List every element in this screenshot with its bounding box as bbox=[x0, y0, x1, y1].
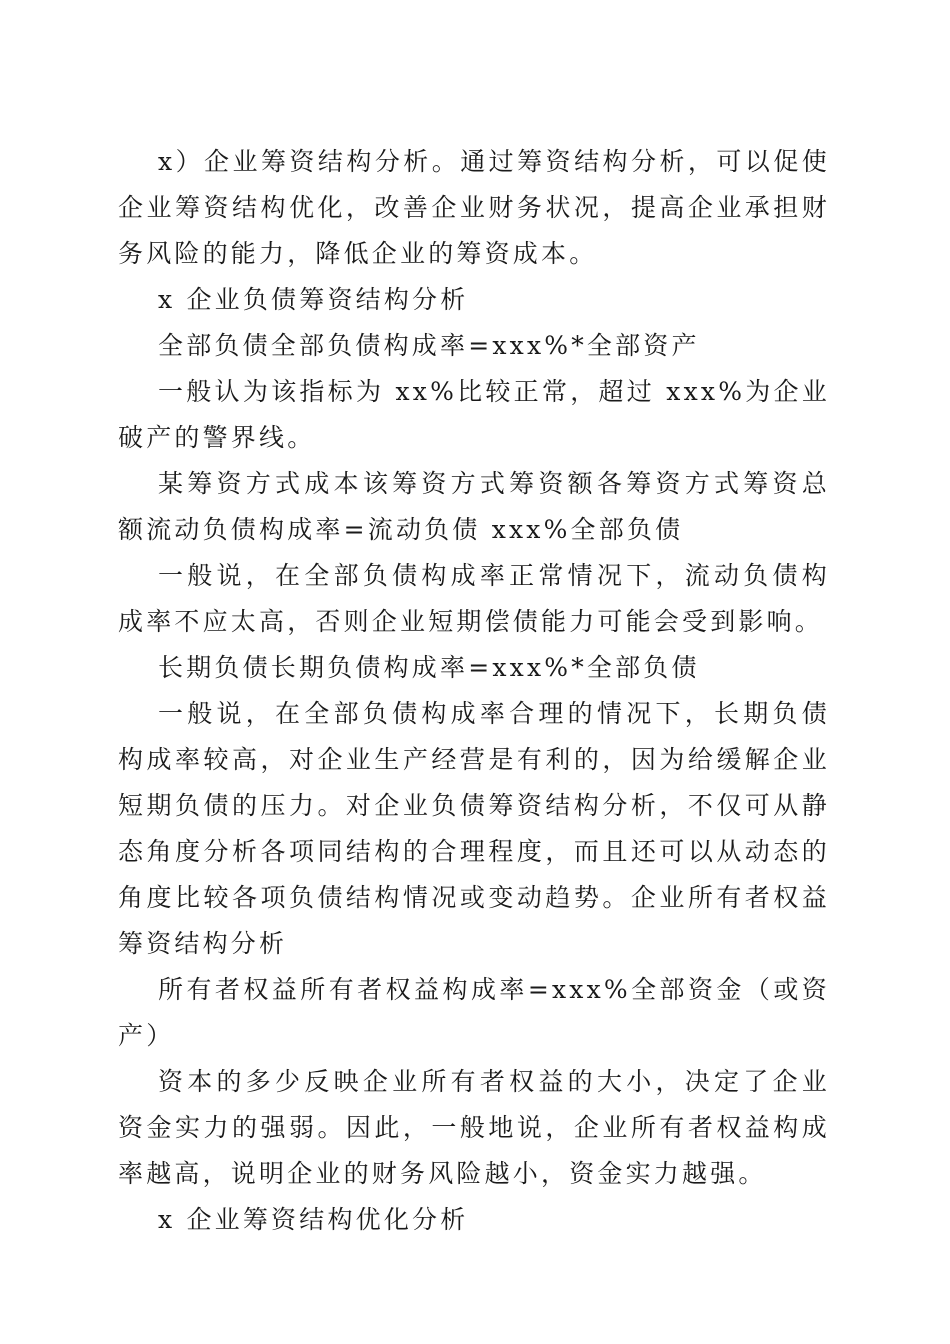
document-body bbox=[118, 139, 830, 1243]
formula-owners-equity-ratio: 所有者权益所有者权益构成率=xxx%全部资金（或资产） bbox=[118, 975, 830, 1050]
heading-liability-financing-structure: x 企业负债筹资结构分析 bbox=[158, 285, 469, 314]
formula-long-term-liability-ratio: 长期负债长期负债构成率=xxx%*全部负债 bbox=[158, 653, 700, 682]
formula-current-liability-ratio: 某筹资方式成本该筹资方式筹资额各筹资方式筹资总额流动负债构成率=流动负债 xxx%全部负债 bbox=[118, 469, 830, 544]
heading-structure-optimization: x 企业筹资结构优化分析 bbox=[158, 1205, 469, 1234]
paragraph-current-liability-note: 一般说，在全部负债构成率正常情况下，流动负债构成率不应太高，否则企业短期偿债能力可能会受到影响。 bbox=[118, 561, 830, 636]
formula-total-liability-ratio: 全部负债全部负债构成率=xxx%*全部资产 bbox=[158, 331, 700, 360]
paragraph-long-term-liability-note: 一般说，在全部负债构成率合理的情况下，长期负债构成率较高，对企业生产经营是有利的，因为给缓解企业短期负债的压力。对企业负债筹资结构分析，不仅可从静态角度分析各项同结构的合理程度，而且还可以从动态的角度比较各项负债结构情况或变动趋势。企业所有者权益筹资结构分析 bbox=[118, 699, 830, 958]
paragraph-owners-equity-note: 资本的多少反映企业所有者权益的大小，决定了企业资金实力的强弱。因此，一般地说，企业所有者权益构成率越高，说明企业的财务风险越小，资金实力越强。 bbox=[118, 1067, 830, 1188]
paragraph-financing-structure-intro: x）企业筹资结构分析。通过筹资结构分析，可以促使企业筹资结构优化，改善企业财务状况，提高企业承担财务风险的能力，降低企业的筹资成本。 bbox=[118, 147, 830, 268]
paragraph-warning-line: 一般认为该指标为 xx%比较正常，超过 xxx%为企业破产的警界线。 bbox=[118, 377, 830, 452]
